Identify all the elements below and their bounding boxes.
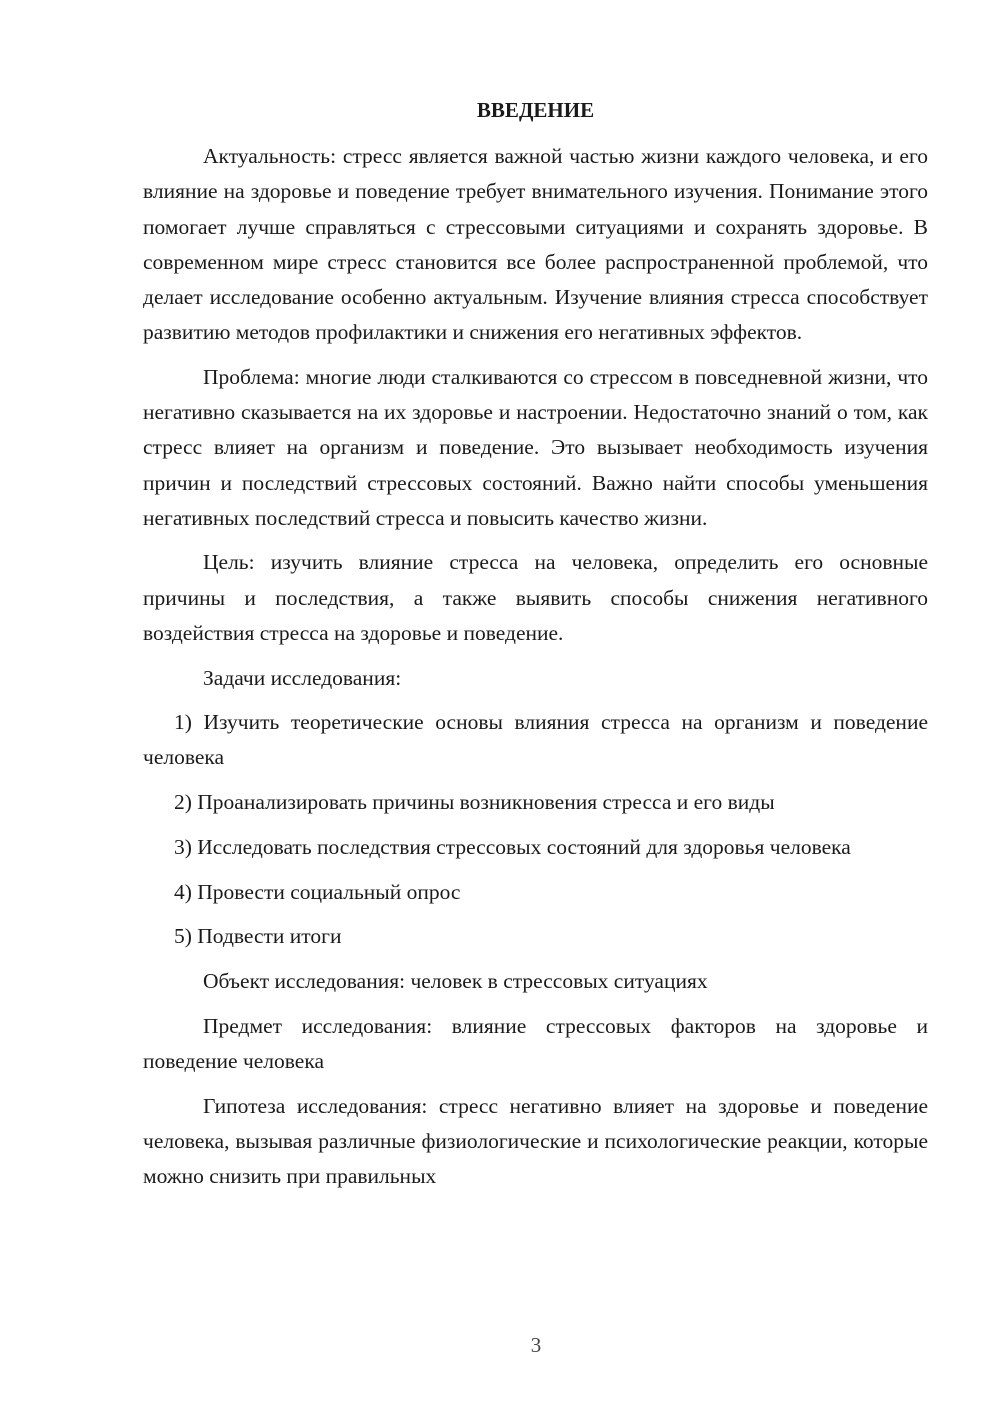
tasks-heading: Задачи исследования: (203, 665, 402, 690)
page-title: ВВЕДЕНИЕ (476, 98, 595, 122)
task-item-4: 4) Провести социальный опрос (174, 879, 461, 904)
paragraph-relevance: Актуальность: стресс является важной частью жизни каждого человека, и его влияние на здоровье и поведение требует внимательного изучения. Понимание этого помогает лучше справляться с стрессовыми ситуациями и сохранять здоровье. В современном мире стресс становится все более распространенной проблемой, что делает исследование особенно актуальным. Изучение влияния стресса способствует развитию методов профилактики и снижения его негативных эффектов. (143, 144, 928, 345)
paragraph-goal: Цель: изучить влияние стресса на человека, определить его основные причины и последствия, а также выявить способы снижения негативного воздействия стресса на здоровье и поведение. (143, 550, 928, 645)
task-item-2: 2) Проанализировать причины возникновения стресса и его виды (174, 790, 775, 815)
page-number: 3 (530, 1333, 542, 1357)
task-item-5: 5) Подвести итоги (174, 924, 342, 949)
task-item-1: 1) Изучить теоретические основы влияния стресса на организм и поведение человека (143, 710, 928, 770)
paragraph-hypothesis: Гипотеза исследования: стресс негативно влияет на здоровье и поведение человека, вызывая различные физиологические и психологические реакции, которые можно снизить при правильных (143, 1093, 928, 1188)
paragraph-problem: Проблема: многие люди сталкиваются со стрессом в повседневной жизни, что негативно сказывается на их здоровье и настроении. Недостаточно знаний о том, как стресс влияет на организм и поведение. Это вызывает необходимость изучения причин и последствий стрессовых состояний. Важно найти способы уменьшения негативных последствий стресса и повысить качество жизни. (143, 364, 928, 530)
paragraph-object: Объект исследования: человек в стрессовых ситуациях (203, 968, 708, 993)
paragraph-subject: Предмет исследования: влияние стрессовых факторов на здоровье и поведение человека (143, 1013, 928, 1073)
task-item-3: 3) Исследовать последствия стрессовых состояний для здоровья человека (174, 834, 851, 859)
document-body (143, 93, 928, 1194)
